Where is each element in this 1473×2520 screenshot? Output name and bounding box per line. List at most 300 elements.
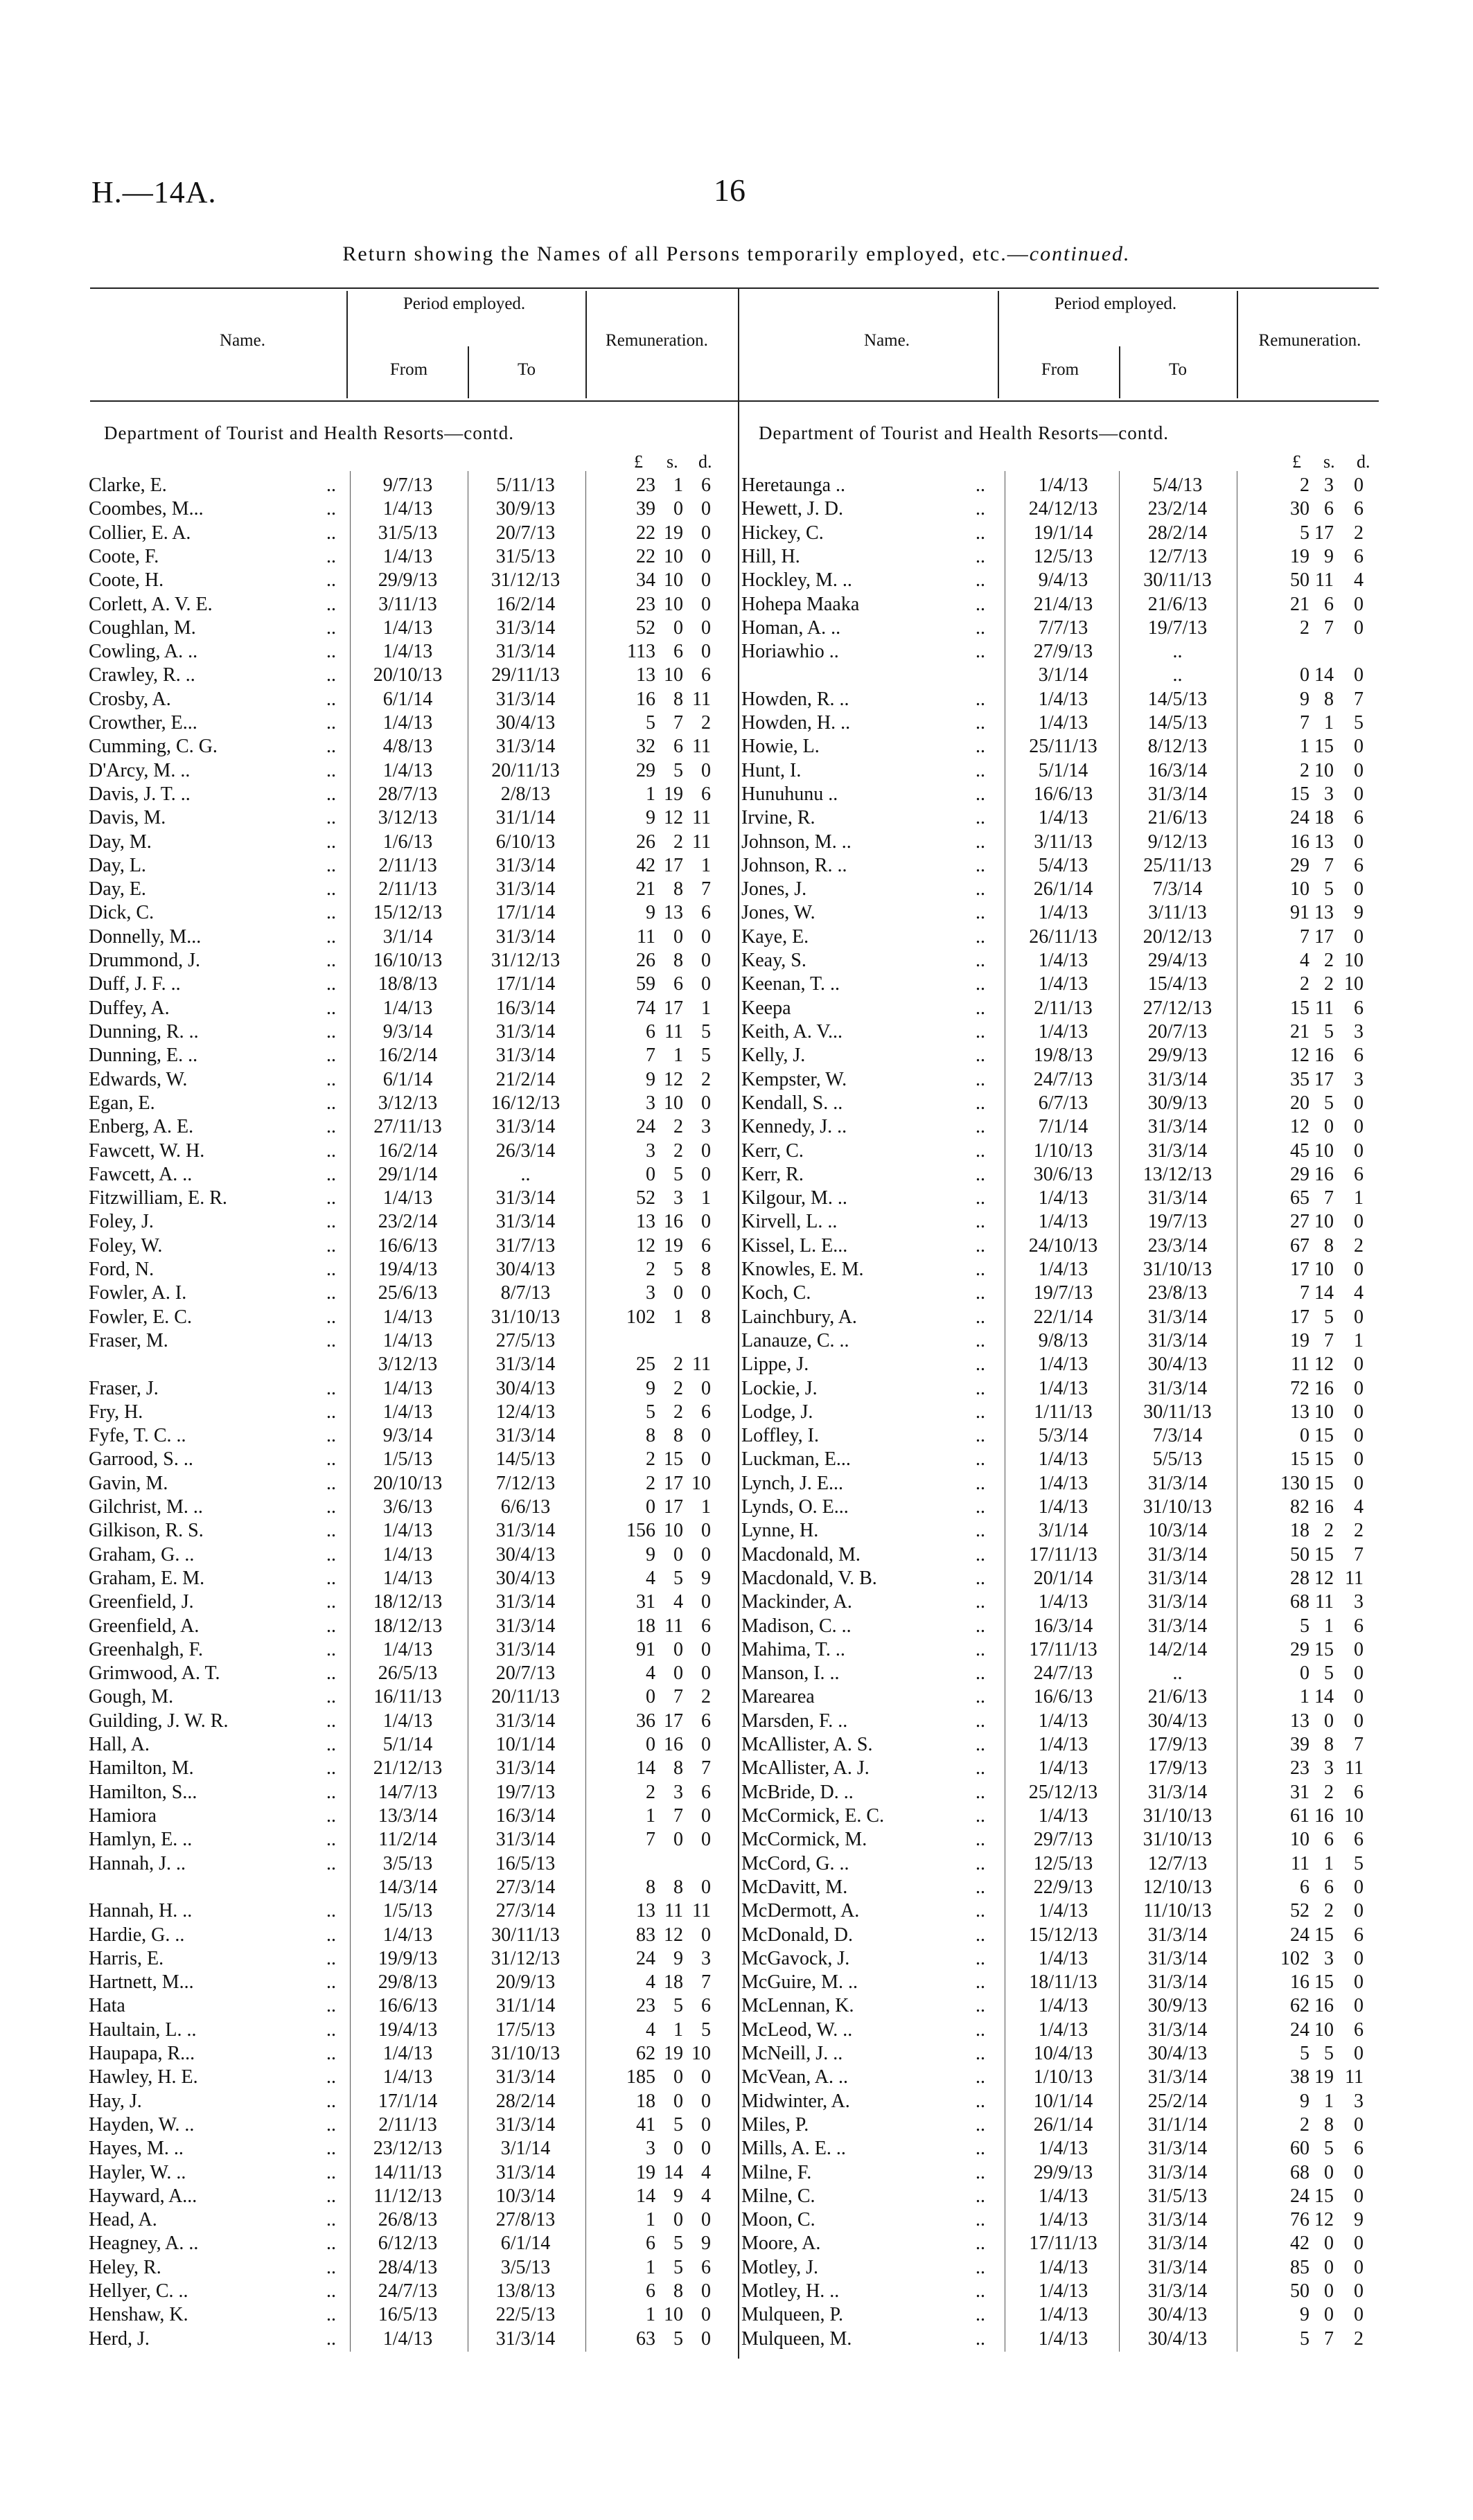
leader-dots: ..	[976, 878, 985, 900]
name-cell: Miles, P.	[741, 2113, 809, 2136]
table-row	[741, 1781, 1389, 1804]
shillings-value: 8	[1324, 2113, 1334, 2136]
from-date: 24/10/13	[1028, 1234, 1098, 1257]
pence-value: 3	[701, 1947, 711, 1969]
table-row	[89, 806, 736, 829]
table-row	[741, 831, 1389, 853]
pounds-value: 6	[646, 2233, 655, 2255]
to-date: 31/3/14	[1147, 1187, 1208, 1209]
pence-value: 6	[1354, 545, 1364, 567]
to-date: 31/10/13	[1143, 1496, 1212, 1518]
leader-dots: ..	[326, 688, 336, 710]
from-date: 19/4/13	[378, 2018, 438, 2041]
leader-dots: ..	[326, 2280, 336, 2302]
leader-dots: ..	[326, 1020, 336, 1042]
shillings-value: 16	[664, 1734, 683, 1756]
table-row	[89, 1852, 736, 1875]
from-date: 1/4/13	[1038, 1377, 1088, 1399]
name-cell: Mills, A. E. ..	[741, 2138, 846, 2160]
shillings-value: 11	[664, 1900, 683, 1922]
from-date: 2/11/13	[1034, 997, 1093, 1019]
pounds-value: 14	[636, 2185, 655, 2207]
leader-dots: ..	[326, 783, 336, 805]
pence-value: 0	[1354, 1472, 1364, 1494]
pounds-value: 28	[1290, 1567, 1309, 1589]
pounds-value: 18	[1290, 1520, 1309, 1542]
table-row	[741, 688, 1389, 711]
table-row	[89, 1899, 736, 1922]
name-cell: Harris, E.	[89, 1947, 164, 1969]
table-row	[89, 783, 736, 806]
from-date: 25/6/13	[378, 1282, 438, 1304]
to-date: 17/1/14	[495, 902, 556, 924]
from-date: 17/11/13	[1029, 1543, 1097, 1565]
from-date: 25/11/13	[1029, 736, 1097, 758]
table-row	[741, 1710, 1389, 1732]
shillings-value: 1	[673, 474, 683, 496]
pounds-value: 19	[1290, 1329, 1309, 1351]
leader-dots: ..	[326, 1686, 336, 1708]
to-date: 30/9/13	[495, 498, 556, 520]
leader-dots: ..	[326, 1045, 336, 1067]
pounds-value: 7	[1300, 712, 1309, 734]
name-cell: Kaye, E.	[741, 925, 809, 948]
leader-dots: ..	[976, 2304, 985, 2326]
to-date: 21/2/14	[495, 1068, 556, 1090]
name-cell: Hannah, H. ..	[89, 1900, 193, 1922]
leader-dots: ..	[976, 569, 985, 592]
shillings-value: 17	[1314, 522, 1334, 544]
left-remun-rule	[585, 291, 587, 398]
leader-dots: ..	[976, 2138, 985, 2160]
table-row	[89, 1092, 736, 1115]
leader-dots: ..	[326, 2185, 336, 2207]
shillings-value: 5	[1324, 1306, 1334, 1328]
shillings-value: 15	[664, 1448, 683, 1471]
table-row	[741, 1401, 1389, 1423]
leader-dots: ..	[976, 498, 985, 520]
table-row	[741, 2232, 1389, 2255]
pence-value: 6	[1354, 498, 1364, 520]
from-date: 20/10/13	[373, 1472, 443, 1494]
leader-dots: ..	[976, 2233, 985, 2255]
from-date: 1/4/13	[1038, 1448, 1088, 1471]
pence-value: 2	[1354, 1234, 1364, 1257]
leader-dots: ..	[326, 1187, 336, 1209]
shillings-value: 1	[673, 1306, 683, 1328]
from-date: 1/4/13	[382, 2066, 433, 2088]
leader-dots: ..	[326, 1306, 336, 1328]
from-date: 1/4/13	[1038, 1020, 1088, 1042]
pence-value: 0	[701, 950, 711, 972]
pence-value: 0	[701, 1092, 711, 1114]
from-date: 3/12/13	[378, 1354, 438, 1376]
from-date: 1/10/13	[1033, 1139, 1093, 1162]
right-pounds-label: £	[1292, 452, 1301, 472]
to-date: 31/3/14	[1147, 1591, 1208, 1613]
to-date: 31/12/13	[491, 1947, 561, 1969]
pounds-value: 26	[636, 831, 655, 853]
from-date: 26/5/13	[378, 1662, 438, 1685]
from-date: 1/4/13	[1038, 807, 1088, 829]
table-row	[741, 616, 1389, 639]
shillings-value: 0	[673, 1282, 683, 1304]
name-cell: Kirvell, L. ..	[741, 1211, 838, 1233]
shillings-value: 14	[1314, 664, 1334, 686]
shillings-value: 17	[1314, 925, 1334, 948]
name-cell: Coombes, M...	[89, 498, 204, 520]
from-date: 16/6/13	[378, 1995, 438, 2017]
shillings-value: 0	[673, 2138, 683, 2160]
shillings-value: 9	[673, 1947, 683, 1969]
shillings-value: 3	[673, 1781, 683, 1803]
name-cell: Howden, H. ..	[741, 712, 851, 734]
pounds-value: 42	[636, 854, 655, 876]
from-date: 19/9/13	[378, 1947, 438, 1969]
leader-dots: ..	[976, 1543, 985, 1565]
name-cell: Hannah, J. ..	[89, 1852, 186, 1874]
pence-value: 0	[1354, 2113, 1364, 2136]
shillings-value: 0	[673, 2066, 683, 2088]
table-row	[89, 640, 736, 663]
to-date: 12/7/13	[1147, 545, 1208, 567]
pounds-value: 62	[1290, 1995, 1309, 2017]
to-date: 21/6/13	[1147, 1686, 1208, 1708]
name-cell: Marearea	[741, 1686, 815, 1708]
table-row	[741, 497, 1389, 520]
pounds-value: 102	[626, 1306, 655, 1328]
pounds-value: 60	[1290, 2138, 1309, 2160]
table-row	[741, 1092, 1389, 1115]
name-cell: Hayward, A...	[89, 2185, 197, 2207]
pence-value: 9	[701, 1567, 711, 1589]
pence-value: 0	[1354, 2161, 1364, 2183]
from-date: 1/4/13	[382, 641, 433, 663]
shillings-value: 16	[1314, 1995, 1334, 2017]
name-cell: Lynds, O. E...	[741, 1496, 849, 1518]
table-row	[89, 1210, 736, 1233]
shillings-value: 2	[673, 831, 683, 853]
pounds-value: 5	[646, 1401, 655, 1423]
to-date: 30/11/13	[491, 1924, 560, 1946]
table-row	[89, 1638, 736, 1661]
name-cell: Hohepa Maaka	[741, 593, 860, 615]
leader-dots: ..	[326, 1591, 336, 1613]
pounds-value: 24	[1290, 2018, 1309, 2041]
to-date: 31/3/14	[495, 1045, 556, 1067]
from-date: 1/11/13	[1034, 1401, 1093, 1423]
pounds-value: 7	[1300, 925, 1309, 948]
to-date: 2/8/13	[500, 783, 551, 805]
name-cell: Hockley, M. ..	[741, 569, 852, 592]
from-date: 28/4/13	[378, 2256, 438, 2278]
pence-value: 0	[701, 1163, 711, 1185]
leader-dots: ..	[976, 902, 985, 924]
leader-dots: ..	[976, 1829, 985, 1851]
leader-dots: ..	[976, 1900, 985, 1922]
leader-dots: ..	[326, 2209, 336, 2231]
shillings-value: 0	[673, 2209, 683, 2231]
pence-value: 11	[1345, 1757, 1364, 1780]
pence-value: 6	[701, 1234, 711, 1257]
pence-value: 0	[701, 759, 711, 781]
leader-dots: ..	[326, 664, 336, 686]
pounds-value: 11	[1291, 1852, 1309, 1874]
shillings-value: 3	[1324, 474, 1334, 496]
to-date: 31/10/13	[1143, 1829, 1212, 1851]
to-date: 20/7/13	[1147, 1020, 1208, 1042]
to-date: 7/3/14	[1152, 878, 1203, 900]
name-cell: Motley, J.	[741, 2256, 818, 2278]
table-row	[89, 735, 736, 758]
shillings-value: 8	[1324, 688, 1334, 710]
shillings-value: 10	[664, 593, 683, 615]
shillings-value: 4	[673, 1591, 683, 1613]
shillings-value: 2	[673, 1116, 683, 1138]
name-cell: Hickey, C.	[741, 522, 824, 544]
name-cell: Hartnett, M...	[89, 1971, 194, 1994]
to-date: 21/6/13	[1147, 593, 1208, 615]
pence-value: 0	[701, 1139, 711, 1162]
pounds-value: 3	[646, 1282, 655, 1304]
pounds-value: 0	[646, 1496, 655, 1518]
shillings-value: 1	[1324, 1615, 1334, 1637]
pence-value: 6	[1354, 1781, 1364, 1803]
pence-value: 0	[1354, 878, 1364, 900]
pounds-value: 41	[636, 2113, 655, 2136]
pence-value: 0	[701, 545, 711, 567]
pounds-value: 24	[1290, 807, 1309, 829]
leader-dots: ..	[326, 641, 336, 663]
pence-value: 1	[701, 1496, 711, 1518]
from-date: 1/4/13	[382, 1401, 433, 1423]
from-date: 1/4/13	[1038, 1472, 1088, 1494]
leader-dots: ..	[326, 616, 336, 639]
shillings-value: 0	[1324, 2161, 1334, 2183]
leader-dots: ..	[976, 1995, 985, 2017]
to-date: 31/3/14	[495, 1520, 556, 1542]
name-cell: McBride, D. ..	[741, 1781, 854, 1803]
table-row	[89, 1567, 736, 1590]
name-cell: Irvine, R.	[741, 807, 815, 829]
from-date: 10/1/14	[1033, 2090, 1093, 2112]
right-to-header: To	[1168, 360, 1188, 379]
name-cell: McAllister, A. S.	[741, 1734, 873, 1756]
pounds-value: 21	[1290, 1020, 1309, 1042]
to-date: 31/3/14	[1147, 2138, 1208, 2160]
name-cell: Macdonald, M.	[741, 1543, 861, 1565]
page-number: 16	[714, 172, 746, 208]
to-date: 8/12/13	[1147, 736, 1208, 758]
to-date: 29/4/13	[1147, 950, 1208, 972]
shillings-value: 0	[1324, 1710, 1334, 1732]
leader-dots: ..	[326, 2113, 336, 2136]
table-row	[741, 2280, 1389, 2302]
pounds-value: 22	[636, 545, 655, 567]
leader-dots: ..	[976, 736, 985, 758]
from-date: 2/11/13	[378, 878, 437, 900]
pence-value: 3	[1354, 1068, 1364, 1090]
table-row	[741, 1757, 1389, 1780]
leader-dots: ..	[326, 2327, 336, 2350]
shillings-value: 5	[1324, 1020, 1334, 1042]
pence-value: 3	[1354, 2090, 1364, 2112]
name-cell: Heretaunga ..	[741, 474, 846, 496]
pounds-value: 13	[636, 1211, 655, 1233]
shillings-value: 11	[664, 1615, 683, 1637]
name-cell: McNeill, J. ..	[741, 2043, 843, 2065]
pounds-value: 13	[1290, 1401, 1309, 1423]
table-row	[741, 664, 1389, 686]
leader-dots: ..	[326, 759, 336, 781]
leader-dots: ..	[976, 1425, 985, 1447]
pounds-value: 4	[646, 1662, 655, 1685]
shillings-value: 10	[1314, 759, 1334, 781]
to-date: 31/3/14	[1147, 2209, 1208, 2231]
from-date: 1/5/13	[382, 1448, 433, 1471]
to-date: 19/7/13	[1147, 1211, 1208, 1233]
shillings-value: 5	[1324, 878, 1334, 900]
from-date: 1/4/13	[1038, 1947, 1088, 1969]
pounds-value: 9	[646, 902, 655, 924]
shillings-value: 12	[1314, 2209, 1334, 2231]
leader-dots: ..	[976, 1686, 985, 1708]
from-date: 3/1/14	[1038, 1520, 1088, 1542]
to-date: 31/10/13	[1143, 1259, 1212, 1281]
leader-dots: ..	[326, 2066, 336, 2088]
to-date: 30/4/13	[495, 1259, 556, 1281]
to-date: 31/3/14	[495, 2066, 556, 2088]
shillings-value: 15	[1314, 1638, 1334, 1660]
table-row	[89, 759, 736, 782]
to-date: 5/11/13	[496, 474, 555, 496]
from-date: 16/10/13	[373, 950, 443, 972]
leader-dots: ..	[976, 831, 985, 853]
pence-value: 8	[701, 1306, 711, 1328]
table-row	[89, 1044, 736, 1067]
pounds-value: 29	[1290, 1638, 1309, 1660]
from-date: 18/12/13	[373, 1615, 443, 1637]
name-cell: Fawcett, A. ..	[89, 1163, 193, 1185]
pounds-value: 5	[1300, 1615, 1309, 1637]
pence-value: 6	[701, 783, 711, 805]
pounds-value: 16	[636, 688, 655, 710]
from-date: 1/5/13	[382, 1900, 433, 1922]
leader-dots: ..	[326, 854, 336, 876]
pounds-value: 29	[1290, 854, 1309, 876]
shillings-value: 10	[664, 1092, 683, 1114]
pounds-value: 19	[1290, 545, 1309, 567]
from-date: 21/12/13	[373, 1757, 443, 1780]
pounds-value: 83	[636, 1924, 655, 1946]
pence-value: 4	[1354, 569, 1364, 592]
to-date: 6/1/14	[500, 2233, 551, 2255]
pence-value: 3	[1354, 1591, 1364, 1613]
shillings-value: 5	[1324, 1662, 1334, 1685]
from-date: 26/1/14	[1033, 878, 1093, 900]
name-cell: Hayden, W. ..	[89, 2113, 195, 2136]
pounds-value: 91	[1290, 902, 1309, 924]
pence-value: 4	[701, 2161, 711, 2183]
pence-value: 0	[1354, 474, 1364, 496]
from-date: 11/2/14	[378, 1829, 437, 1851]
shillings-value: 19	[664, 1234, 683, 1257]
table-row	[741, 1020, 1389, 1043]
table-row	[89, 2256, 736, 2279]
table-row	[741, 997, 1389, 1020]
pence-value: 5	[701, 1020, 711, 1042]
pounds-value: 91	[636, 1638, 655, 1660]
pence-value: 11	[692, 807, 711, 829]
from-date: 2/11/13	[378, 854, 437, 876]
from-date: 3/1/14	[1038, 664, 1088, 686]
table-row	[89, 1828, 736, 1851]
from-date: 1/4/13	[382, 2327, 433, 2350]
name-cell: McLeod, W. ..	[741, 2018, 853, 2041]
leader-dots: ..	[976, 1187, 985, 1209]
pounds-value: 50	[1290, 2280, 1309, 2302]
shillings-value: 8	[673, 1425, 683, 1447]
table-row	[741, 2066, 1389, 2088]
name-cell: Graham, G. ..	[89, 1543, 195, 1565]
pounds-value: 6	[1300, 1876, 1309, 1898]
to-date: 31/3/14	[495, 1757, 556, 1780]
from-date: 16/6/13	[1033, 1686, 1093, 1708]
name-cell: Dunning, E. ..	[89, 1045, 198, 1067]
to-date: 31/12/13	[491, 569, 561, 592]
from-date: 7/7/13	[1038, 616, 1088, 639]
name-cell: Haupapa, R...	[89, 2043, 195, 2065]
from-date: 1/4/13	[1038, 1757, 1088, 1780]
table-row	[741, 759, 1389, 782]
shillings-value: 16	[1314, 1805, 1334, 1827]
from-date: 3/11/13	[378, 593, 437, 615]
leader-dots: ..	[976, 1306, 985, 1328]
left-to-header: To	[517, 360, 536, 379]
table-row	[741, 1947, 1389, 1970]
pence-value: 0	[701, 1662, 711, 1685]
shillings-value: 18	[1314, 807, 1334, 829]
table-row	[741, 1899, 1389, 1922]
table-row	[89, 1448, 736, 1471]
table-row	[741, 1163, 1389, 1186]
pounds-value: 2	[646, 1781, 655, 1803]
from-date: 1/4/13	[382, 498, 433, 520]
from-date: 3/12/13	[378, 1092, 438, 1114]
pounds-value: 8	[646, 1876, 655, 1898]
pounds-value: 29	[636, 759, 655, 781]
to-date: 19/7/13	[495, 1781, 556, 1803]
table-row	[741, 1924, 1389, 1946]
pence-value: 11	[1345, 1567, 1364, 1589]
pounds-value: 4	[646, 2018, 655, 2041]
from-date: 6/7/13	[1038, 1092, 1088, 1114]
to-date: 28/2/14	[495, 2090, 556, 2112]
table-row	[89, 1377, 736, 1400]
pence-value: 6	[701, 2256, 711, 2278]
table-row	[89, 997, 736, 1020]
name-cell: Greenfield, A.	[89, 1615, 200, 1637]
pence-value: 10	[1344, 1805, 1364, 1827]
from-date: 19/1/14	[1033, 522, 1093, 544]
table-row	[89, 2042, 736, 2065]
pounds-value: 1	[1300, 736, 1309, 758]
pounds-value: 0	[646, 1686, 655, 1708]
pounds-value: 0	[1300, 1662, 1309, 1685]
from-date: 5/1/14	[1038, 759, 1088, 781]
pence-value: 0	[701, 2066, 711, 2088]
pounds-value: 1	[1300, 1686, 1309, 1708]
